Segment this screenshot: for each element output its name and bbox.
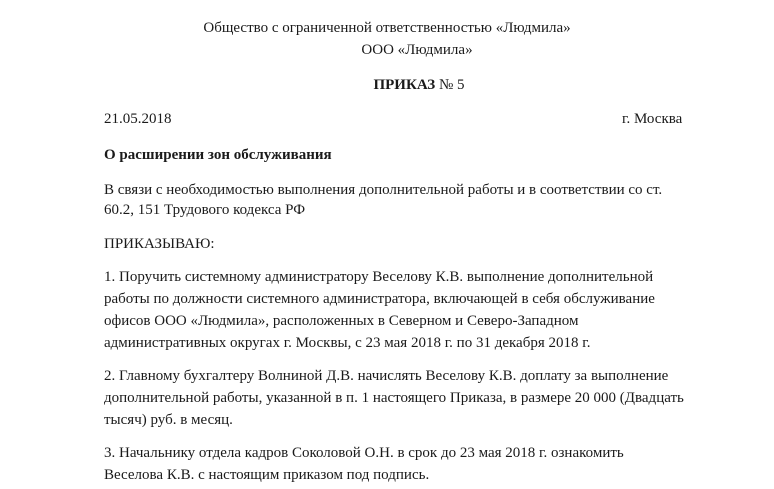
item-2-line: тысяч) руб. в месяц. [104, 412, 233, 428]
preamble-line: 60.2, 151 Трудового кодекса РФ [104, 202, 306, 218]
org-short-name: ООО «Людмила» [361, 42, 473, 58]
item-1-line: офисов ООО «Людмила», расположенных в Северном и Северо-Западном [104, 313, 579, 329]
command-heading: ПРИКАЗЫВАЮ: [104, 236, 215, 252]
order-title-word: ПРИКАЗ [373, 77, 436, 93]
item-1-line: работы по должности системного администратора, включающей в себя обслуживание [104, 291, 655, 307]
item-2-line: 2. Главному бухгалтеру Волниной Д.В. начислять Веселову К.В. доплату за выполнение [104, 368, 669, 384]
order-number: № 5 [438, 77, 465, 93]
item-3-line: Веселова К.В. с настоящим приказом под подпись. [104, 467, 430, 483]
order-title [32, 76, 774, 94]
order-city: г. Москва [622, 111, 683, 127]
org-full-name: Общество с ограниченной ответственностью «Людмила» [203, 20, 571, 36]
order-date: 21.05.2018 [104, 111, 172, 127]
preamble-line: В связи с необходимостью выполнения дополнительной работы и в соответствии со ст. [104, 182, 663, 198]
order-subject: О расширении зон обслуживания [104, 147, 332, 163]
item-2-line: дополнительной работы, указанной в п. 1 настоящего Приказа, в размере 20 000 (Двадцать [104, 390, 684, 406]
item-1-line: 1. Поручить системному администратору Веселову К.В. выполнение дополнительной [104, 269, 654, 285]
item-3-line: 3. Начальнику отдела кадров Соколовой О.Н. в срок до 23 мая 2018 г. ознакомить [104, 445, 624, 461]
item-1-line: административных округах г. Москвы, с 23 мая 2018 г. по 31 декабря 2018 г. [104, 335, 591, 351]
